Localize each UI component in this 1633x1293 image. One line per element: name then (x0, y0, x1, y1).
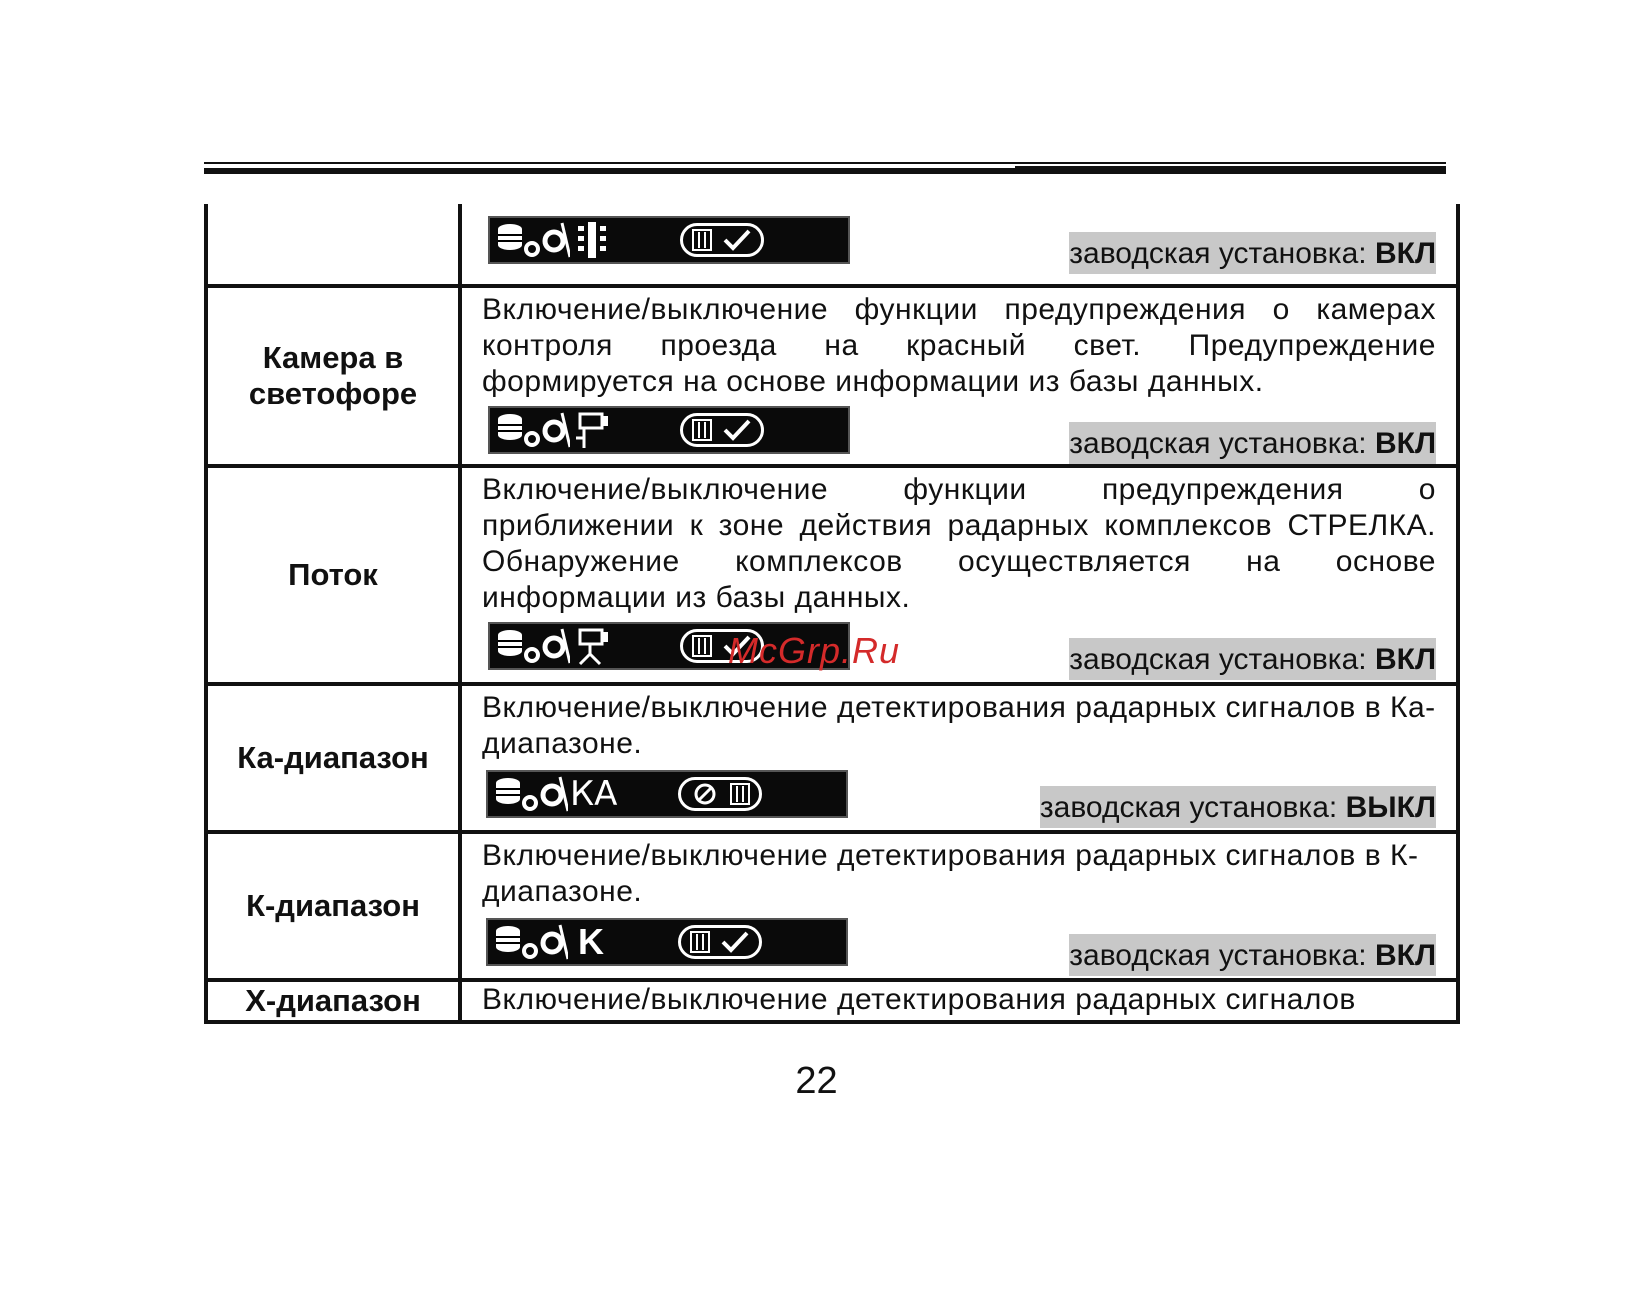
table-row (204, 204, 1460, 288)
toggle-on-icon (678, 925, 762, 959)
factory-default-label: заводская установка: (1039, 791, 1338, 824)
factory-default (1069, 422, 1436, 464)
factory-default-label: заводская установка: (1069, 939, 1367, 972)
toggle-on-icon (680, 223, 764, 257)
table-row (204, 288, 1460, 468)
setting-description-cell (462, 288, 1456, 464)
setting-description: Включение/выключение детектирования радарных сигналов в К-диапазоне. (482, 839, 1419, 908)
lcd-display (486, 918, 848, 966)
watermark: McGrp.Ru (728, 630, 901, 671)
factory-default (1069, 638, 1436, 680)
table-row (204, 834, 1460, 982)
database-gear-icon (496, 411, 570, 449)
setting-description: Включение/выключение детектирования радарных сигналов в Ка-диапазоне. (482, 691, 1436, 760)
setting-description-cell (462, 834, 1456, 978)
factory-default-value: ВКЛ (1374, 643, 1436, 676)
page-number: 22 (795, 1060, 838, 1102)
setting-name (208, 204, 462, 284)
factory-default-value: ВЫКЛ (1345, 791, 1436, 824)
factory-default-value: ВКЛ (1374, 237, 1436, 270)
factory-default-label: заводская установка: (1069, 427, 1367, 460)
toggle-off-icon (678, 777, 762, 811)
table-row (204, 686, 1460, 834)
setting-description-cell (462, 686, 1456, 830)
factory-default-label: заводская установка: (1069, 237, 1367, 270)
setting-name: К-диапазон (208, 834, 462, 978)
database-gear-icon (494, 923, 568, 961)
database-gear-icon (496, 627, 570, 665)
lcd-display (486, 770, 848, 818)
table-row (204, 982, 1460, 1024)
traffic-light-icon (572, 220, 612, 260)
factory-default-value: ВКЛ (1374, 939, 1436, 972)
setting-description: Включение/выключение функции предупреждения о приближении к зоне действия радарных комплексов СТРЕЛКА. Обнаружение комплексов осуществляется на основе информации из базы данных. (482, 473, 1436, 614)
settings-table (204, 204, 1460, 1024)
header-rule-thin (204, 162, 1446, 164)
setting-name: Ка-диапазон (208, 686, 462, 830)
camera-tripod-icon (572, 626, 612, 666)
setting-description-cell (462, 204, 1456, 284)
header-rule-thick-right (1015, 166, 1446, 174)
factory-default-label: заводская установка: (1069, 643, 1367, 676)
factory-default (1069, 232, 1436, 274)
database-gear-icon (494, 775, 568, 813)
setting-description-cell (462, 982, 1456, 1020)
setting-name: Х-диапазон (208, 982, 462, 1020)
factory-default-value: ВКЛ (1374, 427, 1436, 460)
lcd-display (488, 216, 850, 264)
factory-default (1069, 934, 1436, 976)
setting-description: Включение/выключение детектирования радарных сигналов (482, 983, 1356, 1016)
database-gear-icon (496, 221, 570, 259)
setting-name: Поток (208, 468, 462, 682)
camera-pole-icon (572, 410, 612, 450)
band-ka-label: КА (570, 774, 618, 814)
factory-default (1040, 786, 1436, 828)
toggle-on-icon (680, 413, 764, 447)
setting-name: Камера в светофоре (208, 288, 462, 464)
setting-description: Включение/выключение функции предупреждения о камерах контроля проезда на красный свет. Предупреждение формируется на основе информации из базы данных. (482, 293, 1436, 398)
band-k-label: K (578, 921, 604, 962)
setting-description-cell (462, 468, 1456, 682)
lcd-display (488, 406, 850, 454)
